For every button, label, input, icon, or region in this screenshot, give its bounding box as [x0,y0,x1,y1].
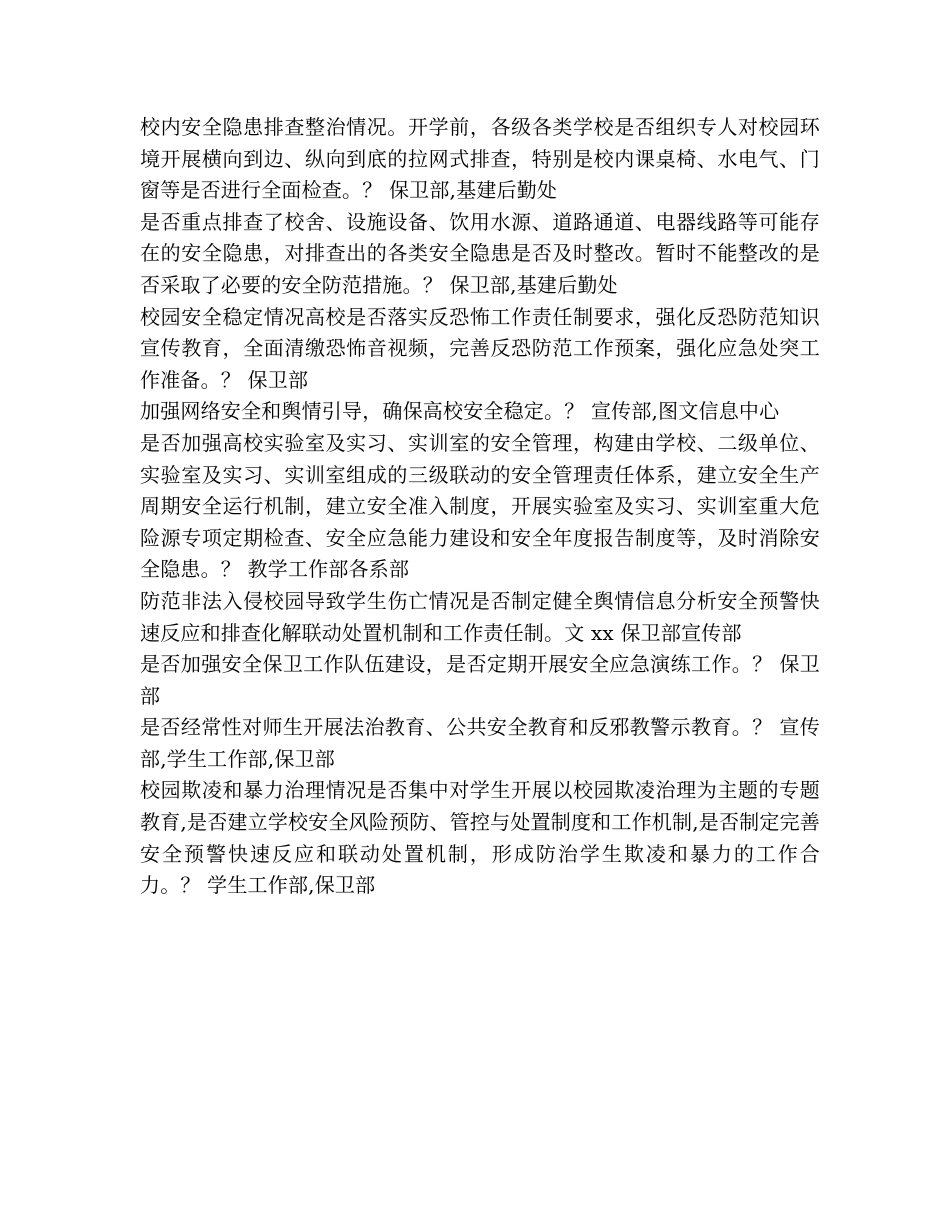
document-body [140,112,820,902]
paragraph-security-team: 是否加强安全保卫工作队伍建设，是否定期开展安全应急演练工作。？ 保卫部 [140,652,820,708]
paragraph-anti-terrorism: 校园安全稳定情况高校是否落实反恐怖工作责任制要求，强化反恐防范知识宣传教育，全面清缴恐怖音视频，完善反恐防范工作预案，强化应急处突工作准备。？ 保卫部 [140,304,820,392]
paragraph-anti-bullying: 校园欺凌和暴力治理情况是否集中对学生开展以校园欺凌治理为主题的专题教育,是否建立学校安全风险预防、管控与处置制度和工作机制,是否制定完善安全预警快速反应和联动处置机制，形成防治学生欺凌和暴力的工作合力。？ 学生工作部,保卫部 [140,778,820,898]
paragraph-intrusion-prevention: 防范非法入侵校园导致学生伤亡情况是否制定健全舆情信息分析安全预警快速反应和排查化解联动处置机制和工作责任制。文 xx 保卫部宣传部 [140,588,820,645]
paragraph-legal-education: 是否经常性对师生开展法治教育、公共安全教育和反邪教警示教育。？ 宣传部,学生工作部,保卫部 [140,715,820,771]
paragraph-network-security: 加强网络安全和舆情引导，确保高校安全稳定。？ 宣传部,图文信息中心 [140,399,780,424]
paragraph-laboratory-safety: 是否加强高校实验室及实习、实训室的安全管理，构建由学校、二级单位、实验室及实习、实训室组成的三级联动的安全管理责任体系，建立安全生产周期安全运行机制，建立安全准入制度，开展实验室及实习、实训室重大危险源专项定期检查、安全应急能力建设和安全年度报告制度等，及时消除安全隐患。？ 教学工作部各系部 [140,430,820,582]
paragraph-campus-hazard-inspection: 校内安全隐患排查整治情况。开学前，各级各类学校是否组织专人对校园环境开展横向到边、纵向到底的拉网式排查，特别是校内课桌椅、水电气、门窗等是否进行全面检查。？ 保卫部,基建后勤处 [140,115,820,203]
paragraph-hazard-rectification: 是否重点排查了校舍、设施设备、饮用水源、道路通道、电器线路等可能存在的安全隐患，对排查出的各类安全隐患是否及时整改。暂时不能整改的是否采取了必要的安全防范措施。？ 保卫部,基建后勤处 [140,209,820,297]
